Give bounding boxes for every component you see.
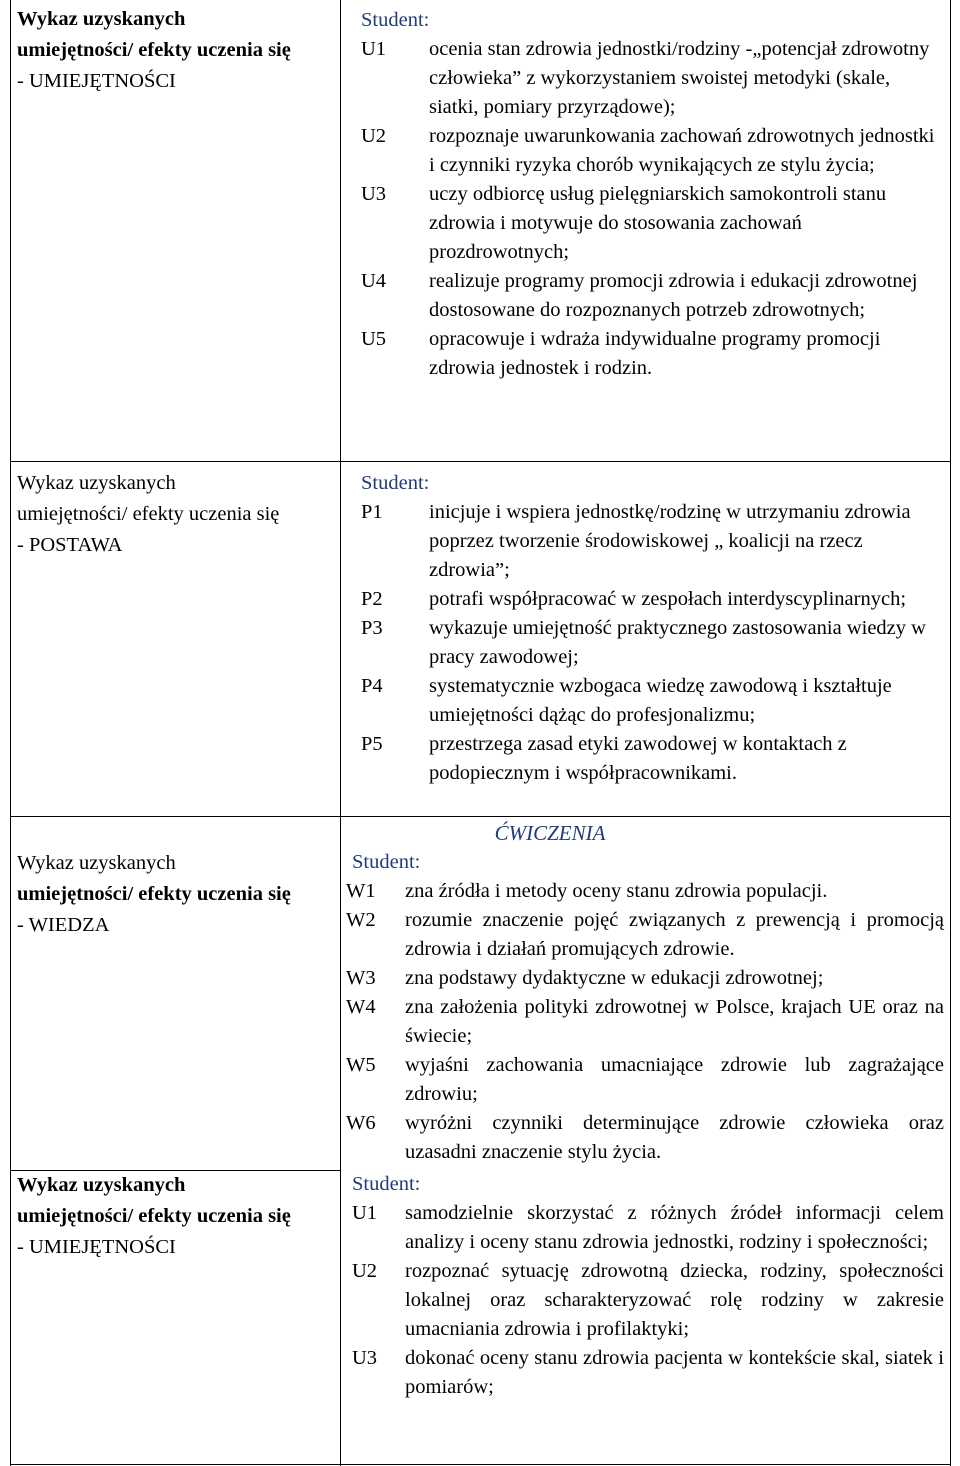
list-item — [346, 877, 944, 906]
list-item — [346, 964, 944, 993]
item-text: samodzielnie skorzystać z różnych źródeł informacji celem analizy i oceny stanu zdrowia jednostki, rodziny i społeczności; — [405, 1202, 944, 1253]
item-text: potrafi współpracować w zespołach interdyscyplinarnych; — [429, 588, 907, 610]
label-line: umiejętności/ efekty uczenia się — [17, 883, 291, 905]
item-text: dokonać oceny stanu zdrowia pacjenta w kontekście skal, siatek i pomiarów; — [405, 1347, 944, 1398]
list-item — [361, 35, 943, 122]
item-code: U4 — [361, 270, 387, 292]
list-item — [346, 993, 944, 1051]
row-divider-1 — [10, 461, 951, 462]
item-text: opracowuje i wdraża indywidualne programy promocji zdrowia jednostek i rodzin. — [429, 328, 881, 379]
item-code: P4 — [361, 675, 383, 697]
label-line: Wykaz uzyskanych — [17, 8, 186, 30]
item-text: uczy odbiorcę usług pielęgniarskich samokontroli stanu zdrowia i motywuje do stosowania zachowań prozdrowotnych; — [429, 183, 887, 263]
section-title-cwiczenia: ĆWICZENIA — [494, 821, 606, 845]
student-header: Student: — [361, 9, 430, 31]
list-item — [361, 730, 943, 788]
row-label-wiedza — [17, 848, 335, 941]
item-text: realizuje programy promocji zdrowia i edukacji zdrowotnej dostosowane do rozpoznanych potrzeb zdrowotnych; — [429, 270, 918, 321]
label-line: Wykaz uzyskanych — [17, 1174, 186, 1196]
item-code: U3 — [352, 1347, 378, 1369]
item-code: W3 — [346, 967, 376, 989]
list-item — [346, 906, 944, 964]
item-text: ocenia stan zdrowia jednostki/rodziny -„potencjał zdrowotny człowieka” z wykorzystaniem swoistej metodyki (skale, siatki, pomiary przyrządowe); — [429, 38, 930, 118]
item-text: zna źródła i metody oceny stanu zdrowia populacji. — [405, 880, 828, 902]
row-label-umiejetnosci-2 — [17, 1170, 335, 1263]
item-text: wykazuje umiejętność praktycznego zastosowania wiedzy w pracy zawodowej; — [429, 617, 926, 668]
item-code: P1 — [361, 501, 383, 523]
item-text: rozpoznać sytuację zdrowotną dziecka, rodziny, społeczności lokalnej oraz scharakteryzować rolę rodziny w zakresie umacniania zdrowia i profilaktyki; — [405, 1260, 944, 1340]
item-code: U2 — [352, 1260, 378, 1282]
list-item — [346, 1109, 944, 1167]
item-text: systematycznie wzbogaca wiedzę zawodową i kształtuje umiejętności dążąc do profesjonalizmu; — [429, 675, 892, 726]
item-code: W2 — [346, 909, 376, 931]
label-line: - WIEDZA — [17, 914, 110, 936]
label-line: Wykaz uzyskanych — [17, 472, 176, 494]
item-code: P3 — [361, 617, 383, 639]
item-text: zna podstawy dydaktyczne w edukacji zdrowotnej; — [405, 967, 824, 989]
outcomes-umiejetnosci-1 — [361, 6, 943, 383]
student-header: Student: — [361, 472, 430, 494]
list-item — [361, 267, 943, 325]
item-code: P5 — [361, 733, 383, 755]
item-text: rozumie znaczenie pojęć związanych z prewencją i promocją zdrowia i działań promujących zdrowie. — [405, 909, 944, 960]
label-line: - UMIEJĘTNOŚCI — [17, 70, 176, 92]
list-item — [361, 585, 943, 614]
item-code: U1 — [361, 38, 387, 60]
item-code: P2 — [361, 588, 383, 610]
item-code: W1 — [346, 880, 376, 902]
list-item — [361, 498, 943, 585]
list-item — [361, 122, 943, 180]
item-code: W5 — [346, 1054, 376, 1076]
item-text: zna założenia polityki zdrowotnej w Polsce, krajach UE oraz na świecie; — [405, 996, 944, 1047]
label-line: - POSTAWA — [17, 534, 123, 556]
item-text: rozpoznaje uwarunkowania zachowań zdrowotnych jednostki i czynniki ryzyka chorób wynikających ze stylu życia; — [429, 125, 935, 176]
item-code: U1 — [352, 1202, 378, 1224]
label-line: umiejętności/ efekty uczenia się — [17, 1205, 291, 1227]
list-item — [352, 1344, 944, 1402]
label-line: umiejętności/ efekty uczenia się — [17, 39, 291, 61]
outcomes-umiejetnosci-2 — [352, 1170, 944, 1402]
label-line: umiejętności/ efekty uczenia się — [17, 503, 280, 525]
label-line: - UMIEJĘTNOŚCI — [17, 1236, 176, 1258]
list-item — [361, 180, 943, 267]
student-header: Student: — [352, 1173, 421, 1195]
list-item — [361, 614, 943, 672]
list-item — [352, 1257, 944, 1344]
outcomes-wiedza — [346, 848, 944, 1167]
list-item — [361, 325, 943, 383]
table-border-left — [10, 0, 11, 1466]
list-item — [361, 672, 943, 730]
item-text: inicjuje i wspiera jednostkę/rodzinę w utrzymaniu zdrowia poprzez tworzenie środowiskowej „ koalicji na rzecz zdrowia”; — [429, 501, 911, 581]
item-text: wyjaśni zachowania umacniające zdrowie lub zagrażające zdrowiu; — [405, 1054, 944, 1105]
item-code: U2 — [361, 125, 387, 147]
item-code: U3 — [361, 183, 387, 205]
row-divider-2 — [10, 816, 951, 817]
item-code: W6 — [346, 1112, 376, 1134]
item-code: U5 — [361, 328, 387, 350]
table-border-bottom — [10, 1464, 951, 1465]
row-label-postawa — [17, 468, 335, 561]
item-text: wyróżni czynniki determinujące zdrowie człowieka oraz uzasadni znaczenie stylu życia. — [405, 1112, 944, 1163]
item-code: W4 — [346, 996, 376, 1018]
table-border-right — [950, 0, 951, 1466]
outcomes-postawa — [361, 469, 943, 788]
list-item — [346, 1051, 944, 1109]
label-line: Wykaz uzyskanych — [17, 852, 176, 874]
table-border-middle — [340, 0, 341, 1466]
row-label-umiejetnosci-1 — [17, 4, 335, 97]
item-text: przestrzega zasad etyki zawodowej w kontaktach z podopiecznym i współpracownikami. — [429, 733, 847, 784]
list-item — [352, 1199, 944, 1257]
student-header: Student: — [352, 851, 421, 873]
